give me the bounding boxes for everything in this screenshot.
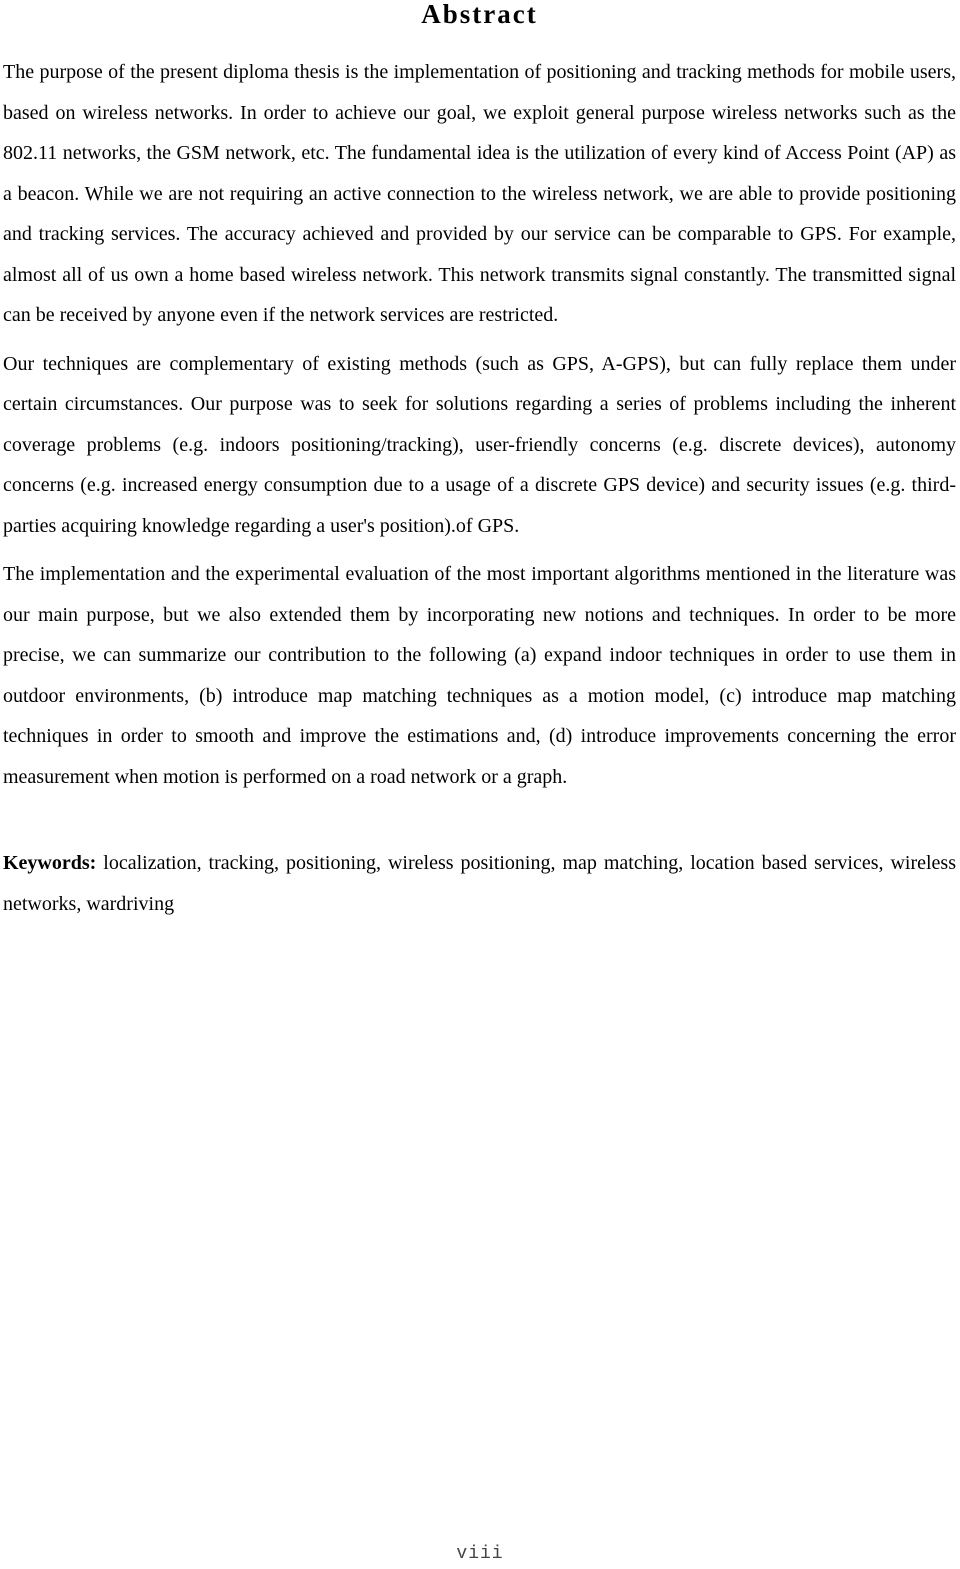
abstract-paragraph-3: The implementation and the experimental evaluation of the most important algorithms mentioned in the literature was our main purpose, but we also extended them by incorporating new notions and techniques. In order to be more precise, we can summarize our contribution to the following (a) expand indoor techniques in order to use them in outdoor environments, (b) introduce map matching techniques as a motion model, (c) introduce map matching techniques in order to smooth and improve the estimations and, (d) introduce improvements concerning the error measurement when motion is performed on a road network or a graph. xyxy=(3,563,956,788)
page-number: viii xyxy=(456,1544,504,1564)
keywords-list: localization, tracking, positioning, wireless positioning, map matching, location based services, wireless networks, wardriving xyxy=(3,852,956,915)
document-page xyxy=(3,0,956,924)
abstract-paragraph-2: Our techniques are complementary of existing methods (such as GPS, A-GPS), but can fully replace them under certain circumstances. Our purpose was to seek for solutions regarding a series of problems including the inherent coverage problems (e.g. indoors positioning/tracking), user-friendly concerns (e.g. discrete devices), autonomy concerns (e.g. increased energy consumption due to a usage of a discrete GPS device) and security issues (e.g. third-parties acquiring knowledge regarding a user's position).of GPS. xyxy=(3,352,956,537)
page-title: Abstract xyxy=(421,0,538,29)
abstract-paragraph-1: The purpose of the present diploma thesis is the implementation of positioning and tracking methods for mobile users, based on wireless networks. In order to achieve our goal, we exploit general purpose wireless networks such as the 802.11 networks, the GSM network, etc. The fundamental idea is the utilization of every kind of Access Point (AP) as a beacon. While we are not requiring an active connection to the wireless network, we are able to provide positioning and tracking services. The accuracy achieved and provided by our service can be comparable to GPS. For example, almost all of us own a home based wireless network. This network transmits signal constantly. The transmitted signal can be received by anyone even if the network services are restricted. xyxy=(3,61,956,326)
keywords-label: Keywords: xyxy=(3,852,97,874)
keywords-section xyxy=(3,843,956,924)
